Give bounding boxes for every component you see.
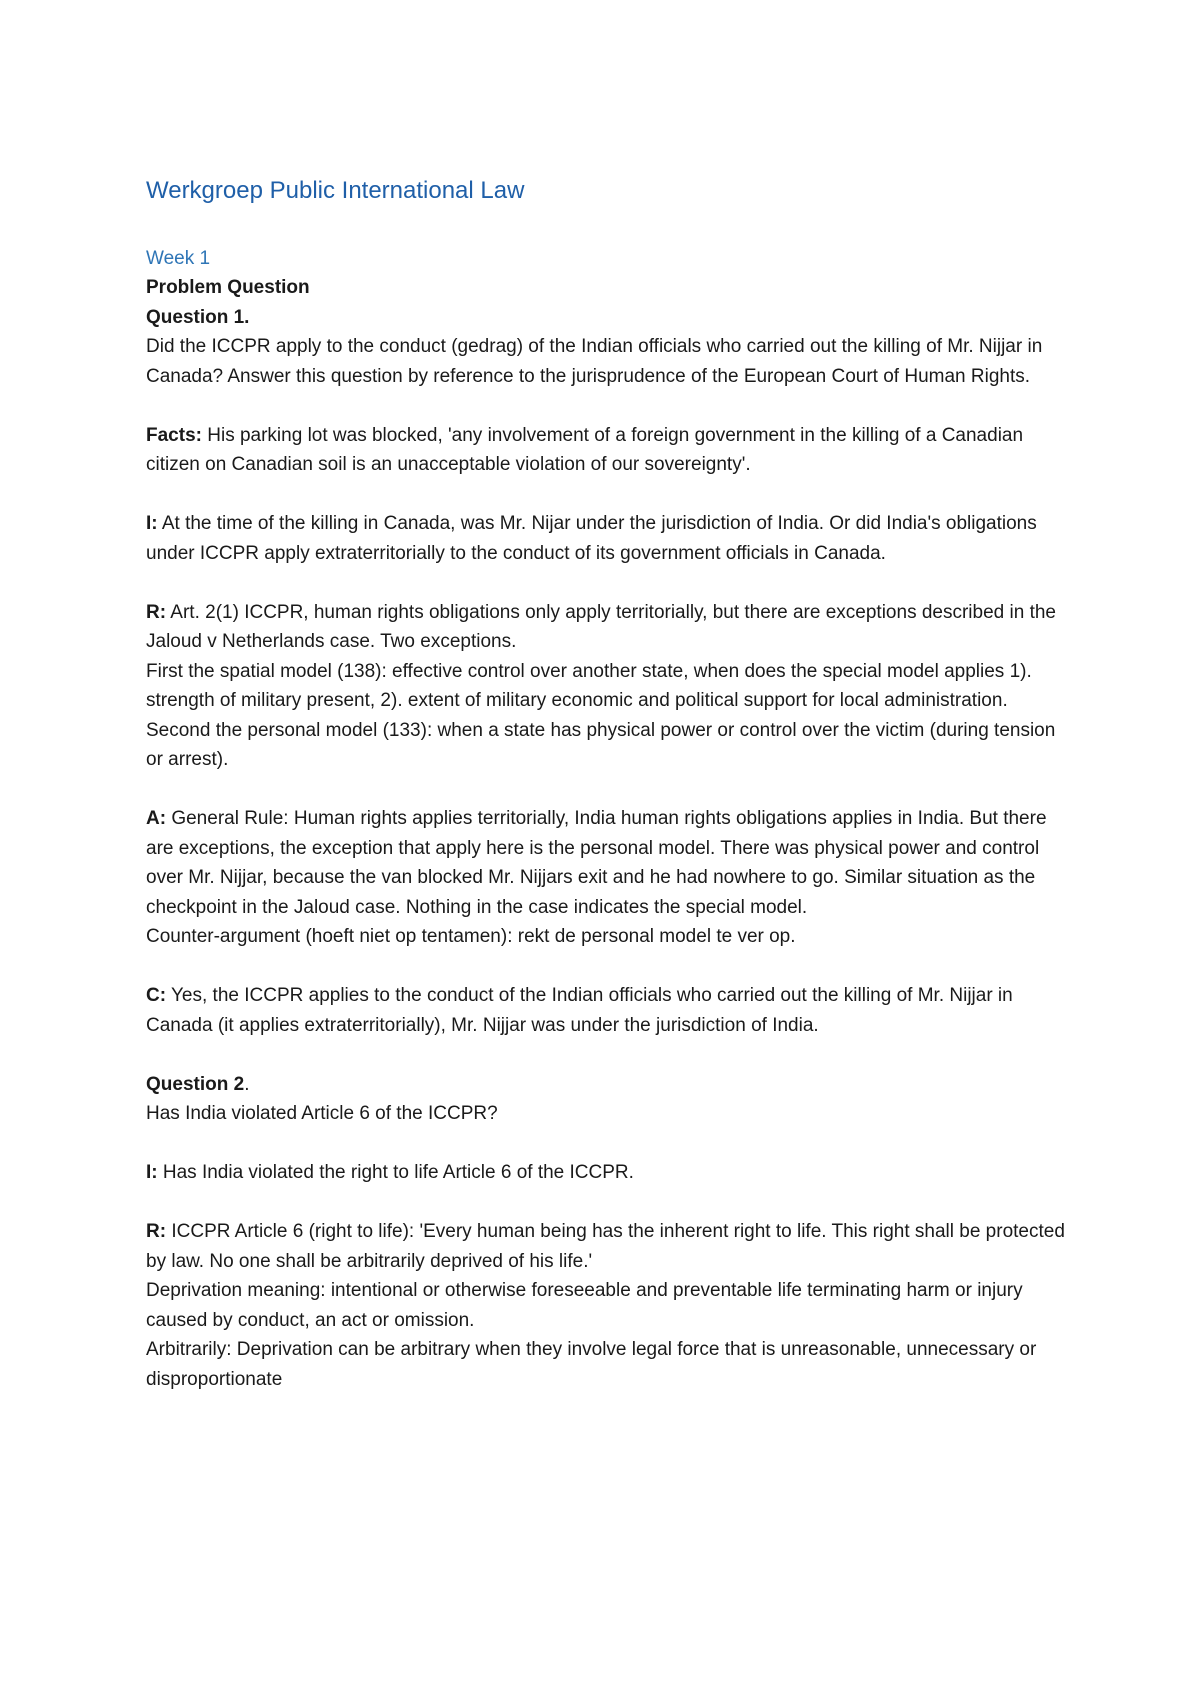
question-2-text: Has India violated Article 6 of the ICCPR? [146,1103,498,1124]
q1-issue-paragraph [146,509,1066,568]
facts-label: Facts: [146,424,202,446]
q2-issue-paragraph [146,1158,1066,1188]
spacer [146,1040,1066,1070]
issue-text: Has India violated the right to life Article 6 of the ICCPR. [157,1162,634,1183]
rule-text: ICCPR Article 6 (right to life): 'Every human being has the inherent right to life. This right shall be protected by law. No one shall be arbitrarily deprived of his life.' [146,1221,1065,1272]
document-page [146,174,1066,1394]
q1-rule-paragraph [146,598,1066,657]
spacer [146,480,1066,510]
application-label: A: [146,808,167,829]
spacer [146,391,1066,421]
spacer [146,1188,1066,1218]
rule-label: R: [146,601,167,623]
q2-deprivation-meaning: Deprivation meaning: intentional or otherwise foreseeable and preventable life terminating harm or injury caused by conduct, an act or omission. [146,1280,1023,1331]
question-1-text: Did the ICCPR apply to the conduct (gedrag) of the Indian officials who carried out the killing of Mr. Nijjar in Canada? Answer this question by reference to the jurisprudence of the European Court of Human Rights. [146,336,1043,387]
question-2-heading-line [146,1070,1066,1100]
problem-question-heading: Problem Question [146,277,310,298]
spacer [146,568,1066,598]
spacer [146,952,1066,982]
q1-application-paragraph [146,804,1066,922]
week-heading: Week 1 [146,248,211,269]
issue-text: At the time of the killing in Canada, was Mr. Nijar under the jurisdiction of India. Or did India's obligations under ICCPR apply extraterritorially to the conduct of its government officials in Canada. [146,513,1037,564]
q2-arbitrarily-meaning: Arbitrarily: Deprivation can be arbitrary when they involve legal force that is unreasonable, unnecessary or disproportionate [146,1339,1037,1390]
q1-counter-argument: Counter-argument (hoeft niet op tentamen): rekt de personal model te ver op. [146,926,796,947]
conclusion-label: C: [146,985,167,1006]
question-1-heading: Question 1. [146,306,250,328]
q2-rule-paragraph [146,1217,1066,1276]
question-2-heading-suffix: . [244,1073,250,1095]
document-title: Werkgroep Public International Law [146,177,525,204]
q1-rule-personal-model: Second the personal model (133): when a state has physical power or control over the victim (during tension or arrest). [146,719,1056,770]
spacer [146,1129,1066,1159]
conclusion-text: Yes, the ICCPR applies to the conduct of the Indian officials who carried out the killing of Mr. Nijjar in Canada (it applies extraterritorially), Mr. Nijjar was under the jurisdiction of India. [146,985,1013,1036]
spacer [146,775,1066,805]
rule-text: Art. 2(1) ICCPR, human rights obligations only apply territorially, but there are exceptions described in the Jaloud v Netherlands case. Two exceptions. [146,601,1056,652]
q1-facts-paragraph [146,421,1066,480]
issue-label: I: [146,513,158,534]
facts-text: His parking lot was blocked, 'any involvement of a foreign government in the killing of a Canadian citizen on Canadian soil is an unacceptable violation of our sovereignty'. [146,424,1024,475]
issue-label: I: [146,1162,158,1183]
rule-label: R: [146,1221,167,1242]
application-text: General Rule: Human rights applies territorially, India human rights obligations applies in India. But there are exceptions, the exception that apply here is the personal model. There was physical power and control over Mr. Nijjar, because the van blocked Mr. Nijjars exit and he had nowhere to go. Similar situation as the checkpoint in the Jaloud case. Nothing in the case indicates the special model. [146,808,1047,918]
q1-conclusion-paragraph [146,981,1066,1040]
q1-rule-spatial-model: First the spatial model (138): effective control over another state, when does the special model applies 1). strength of military present, 2). extent of military economic and political support for local administration. [146,660,1032,711]
question-2-heading: Question 2 [146,1073,245,1095]
